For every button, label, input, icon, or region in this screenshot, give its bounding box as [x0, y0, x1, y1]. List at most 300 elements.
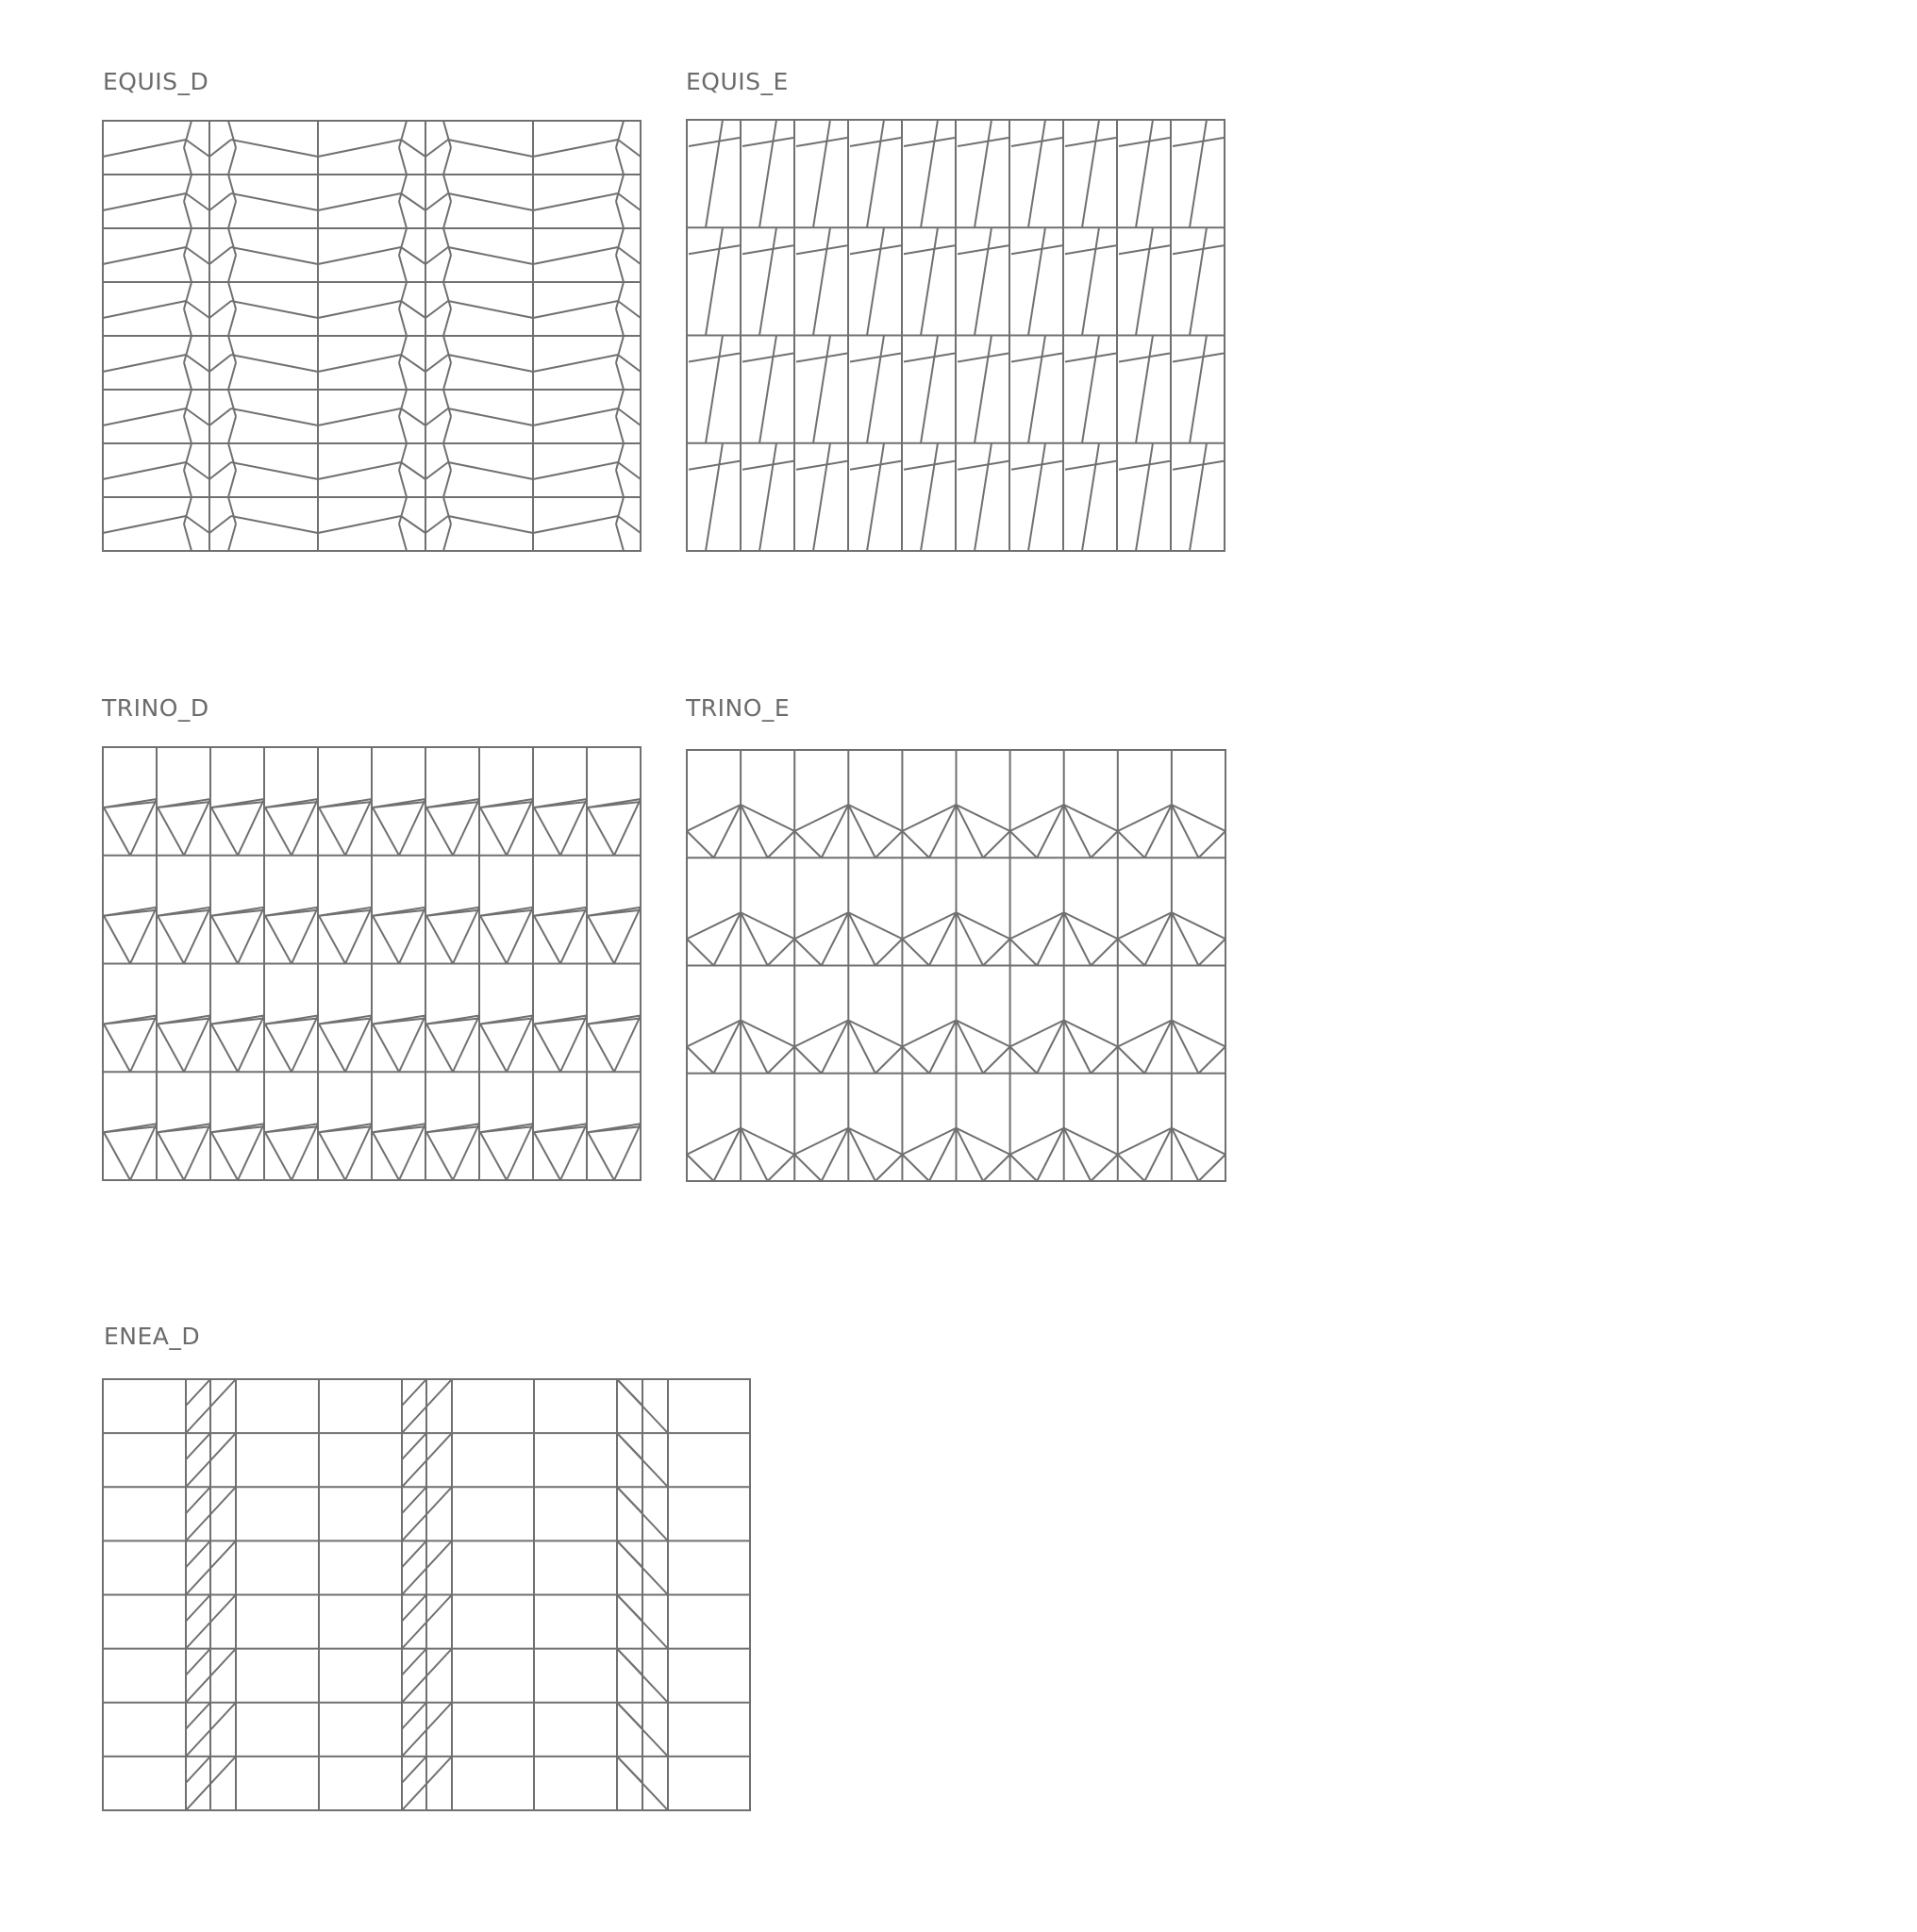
- pattern-line: [794, 831, 822, 858]
- pattern-line: [768, 939, 795, 965]
- pattern-line: [533, 516, 618, 533]
- pattern-line: [902, 1128, 956, 1155]
- pattern-line: [399, 202, 407, 229]
- pattern-line: [238, 799, 264, 856]
- pattern-line: [448, 140, 533, 157]
- pattern-line: [1172, 805, 1225, 831]
- pattern-line: [103, 408, 186, 425]
- pattern-line: [742, 461, 793, 470]
- pattern-line: [453, 908, 479, 964]
- pattern-line: [426, 808, 453, 856]
- pattern-line: [186, 1541, 210, 1567]
- pattern-line: [848, 1021, 902, 1047]
- pattern-line: [211, 808, 238, 856]
- pattern-line: [231, 247, 318, 264]
- pattern-line: [399, 417, 407, 444]
- pattern-line: [921, 443, 938, 551]
- pattern-line: [975, 443, 992, 551]
- pattern-line: [706, 336, 723, 443]
- pattern-line: [794, 805, 848, 831]
- pattern-line: [507, 1124, 533, 1180]
- pattern-line: [373, 916, 399, 964]
- pattern-line: [319, 808, 345, 856]
- pattern-line: [292, 799, 318, 856]
- pattern-line: [130, 1124, 157, 1180]
- pattern-line: [759, 227, 776, 335]
- pattern-line: [1144, 1128, 1172, 1181]
- pattern-line: [616, 148, 624, 175]
- pattern-line: [228, 443, 236, 471]
- pattern-line: [1010, 1155, 1038, 1181]
- pattern-line: [1065, 138, 1116, 146]
- pattern-line: [184, 908, 210, 964]
- pattern-line: [318, 140, 401, 157]
- pattern-line: [401, 462, 425, 479]
- pattern-line: [533, 140, 618, 157]
- pattern-line: [1190, 443, 1207, 551]
- pattern-line: [533, 355, 618, 372]
- pattern-line: [158, 916, 184, 964]
- pattern-line: [265, 916, 292, 964]
- pattern-line: [616, 471, 624, 498]
- pattern-line: [533, 301, 618, 318]
- pattern-line: [689, 354, 740, 362]
- pattern-line: [318, 516, 401, 533]
- pattern-line: [399, 471, 407, 498]
- pattern-line: [848, 805, 902, 831]
- pattern-line: [850, 138, 901, 146]
- pattern-line: [103, 301, 186, 318]
- pattern-line: [228, 309, 236, 337]
- pattern-line: [957, 1021, 984, 1074]
- pattern-line: [618, 408, 641, 425]
- pattern-line: [1065, 245, 1116, 254]
- pattern-line: [480, 808, 507, 856]
- pattern-line: [443, 121, 451, 148]
- pattern-line: [211, 916, 238, 964]
- pattern-line: [975, 227, 992, 335]
- pattern-line: [687, 1155, 714, 1181]
- pattern-line: [618, 301, 641, 318]
- pattern-line: [534, 1024, 560, 1073]
- pattern-line: [399, 363, 407, 391]
- pattern-line: [1010, 831, 1038, 858]
- pattern-line: [1172, 1021, 1199, 1074]
- pattern-line: [588, 916, 614, 964]
- pattern-line: [1028, 227, 1045, 335]
- pattern-line: [209, 462, 231, 479]
- pattern-line: [1037, 805, 1064, 858]
- pattern-line: [1064, 805, 1118, 831]
- pattern-line: [902, 1047, 929, 1074]
- pattern-line: [1198, 939, 1225, 965]
- pattern-line: [265, 1132, 292, 1180]
- pattern-line: [186, 1649, 210, 1675]
- pattern-line: [616, 363, 624, 391]
- pattern-line: [957, 805, 984, 858]
- pattern-line: [813, 336, 830, 443]
- pattern-line: [231, 462, 318, 479]
- pattern-line: [319, 916, 345, 964]
- pattern-line: [902, 805, 956, 831]
- pattern-line: [231, 516, 318, 533]
- pattern-line: [616, 202, 624, 229]
- pattern-line: [345, 908, 372, 964]
- pattern-line: [443, 471, 451, 498]
- pattern-line: [401, 247, 425, 264]
- pattern-line: [588, 808, 614, 856]
- pattern-line: [902, 912, 956, 939]
- pattern-line: [1118, 1021, 1172, 1047]
- pattern-line: [186, 1595, 210, 1622]
- pattern-line: [443, 443, 451, 471]
- pattern-line: [184, 1124, 210, 1180]
- pattern-line: [616, 525, 624, 552]
- pattern-line: [401, 301, 425, 318]
- pattern-line: [402, 1649, 426, 1675]
- pattern-line: [453, 1016, 479, 1073]
- pattern-line: [399, 256, 407, 283]
- pattern-line: [209, 355, 231, 372]
- pattern-line: [741, 1021, 768, 1074]
- pattern-line: [318, 355, 401, 372]
- pattern-line: [425, 193, 448, 210]
- pattern-line: [1118, 912, 1172, 939]
- pattern-line: [1010, 912, 1064, 939]
- pattern-line: [759, 336, 776, 443]
- pattern-line: [186, 462, 209, 479]
- pattern-line: [929, 1128, 957, 1181]
- pattern-line: [1173, 354, 1224, 362]
- pattern-line: [588, 1132, 614, 1180]
- pattern-line: [759, 443, 776, 551]
- pattern-line: [292, 1016, 318, 1073]
- pattern-line: [184, 525, 192, 552]
- pattern-line: [448, 516, 533, 533]
- pattern-line: [318, 301, 401, 318]
- pattern-line: [453, 799, 479, 856]
- pattern-line: [796, 354, 847, 362]
- pattern-line: [443, 497, 451, 525]
- pattern-line: [231, 193, 318, 210]
- pattern-line: [399, 1124, 425, 1180]
- pattern-line: [228, 228, 236, 256]
- pattern-line: [921, 227, 938, 335]
- pattern-line: [822, 805, 849, 858]
- pattern-line: [714, 1021, 742, 1074]
- pattern-line: [1010, 1047, 1038, 1074]
- pattern-line: [1065, 354, 1116, 362]
- pattern-line: [401, 193, 425, 210]
- pattern-line: [1065, 461, 1116, 470]
- pattern-line: [741, 1128, 794, 1155]
- pattern-line: [975, 120, 992, 227]
- pattern-line: [209, 193, 231, 210]
- pattern-line: [1136, 227, 1153, 335]
- pattern-line: [443, 202, 451, 229]
- pattern-line: [958, 245, 1009, 254]
- pattern-line: [848, 912, 875, 965]
- pattern-line: [768, 1047, 795, 1074]
- pattern-line: [1118, 1128, 1172, 1155]
- pattern-line: [958, 461, 1009, 470]
- pattern-line: [741, 805, 794, 831]
- pattern-line: [443, 363, 451, 391]
- pattern-line: [1064, 1021, 1092, 1074]
- pattern-line: [1064, 912, 1092, 965]
- pattern-line: [318, 462, 401, 479]
- pattern-line: [130, 1016, 157, 1073]
- pattern-line: [1172, 1128, 1225, 1155]
- pattern-line: [345, 1016, 372, 1073]
- pattern-line: [902, 831, 929, 858]
- pattern-line: [186, 1487, 210, 1513]
- pattern-line: [848, 805, 875, 858]
- pattern-line: [228, 336, 236, 363]
- pattern-line: [794, 1128, 848, 1155]
- pattern-line: [534, 1132, 560, 1180]
- pattern-line: [533, 408, 618, 425]
- pattern-line: [401, 408, 425, 425]
- pattern-line: [741, 1128, 768, 1181]
- pattern-line: [1118, 939, 1145, 965]
- pattern-line: [706, 443, 723, 551]
- panel-equis-e: [687, 120, 1225, 551]
- pattern-line: [904, 245, 955, 254]
- pattern-line: [186, 1379, 210, 1406]
- pattern-line: [1190, 120, 1207, 227]
- pattern-line: [1011, 245, 1062, 254]
- pattern-line: [822, 1021, 849, 1074]
- pattern-line: [345, 799, 372, 856]
- pattern-line: [921, 120, 938, 227]
- pattern-line: [103, 462, 186, 479]
- pattern-line: [904, 138, 955, 146]
- pattern-line: [186, 247, 209, 264]
- pattern-line: [1144, 1021, 1172, 1074]
- pattern-line: [103, 140, 186, 157]
- pattern-line: [373, 808, 399, 856]
- pattern-line: [402, 1487, 426, 1513]
- pattern-line: [689, 461, 740, 470]
- pattern-line: [399, 148, 407, 175]
- pattern-line: [618, 462, 641, 479]
- pattern-line: [184, 799, 210, 856]
- pattern-line: [480, 1024, 507, 1073]
- pattern-line: [618, 140, 641, 157]
- pattern-line: [1010, 939, 1038, 965]
- pattern-line: [186, 355, 209, 372]
- pattern-line: [616, 417, 624, 444]
- pattern-line: [1144, 805, 1172, 858]
- pattern-line: [228, 390, 236, 417]
- pattern-line: [231, 355, 318, 372]
- pattern-line: [1190, 227, 1207, 335]
- pattern-line: [158, 1024, 184, 1073]
- pattern-line: [103, 247, 186, 264]
- panel-label-enea-d: ENEA_D: [104, 1323, 201, 1350]
- pattern-line: [902, 1021, 956, 1047]
- pattern-line: [957, 1128, 984, 1181]
- pattern-line: [1011, 354, 1062, 362]
- pattern-line: [319, 1132, 345, 1180]
- panel-equis-d: [103, 121, 641, 551]
- pattern-line: [184, 417, 192, 444]
- pattern-line: [443, 390, 451, 417]
- pattern-line: [1091, 1155, 1118, 1181]
- pattern-line: [1011, 138, 1062, 146]
- pattern-line: [1172, 1128, 1199, 1181]
- pattern-line: [184, 471, 192, 498]
- pattern-line: [1173, 245, 1224, 254]
- pattern-line: [402, 1379, 426, 1406]
- pattern-line: [687, 805, 741, 831]
- pattern-line: [813, 227, 830, 335]
- pattern-line: [399, 908, 425, 964]
- pattern-line: [292, 1124, 318, 1180]
- pattern-line: [158, 1132, 184, 1180]
- pattern-line: [794, 939, 822, 965]
- pattern-line: [1091, 1047, 1118, 1074]
- pattern-line: [618, 247, 641, 264]
- pattern-line: [1010, 805, 1064, 831]
- panel-label-trino-e: TRINO_E: [686, 694, 791, 722]
- pattern-line: [399, 525, 407, 552]
- pattern-line: [794, 912, 848, 939]
- pattern-line: [848, 912, 902, 939]
- pattern-line: [186, 1703, 210, 1729]
- pattern-line: [534, 916, 560, 964]
- pattern-line: [848, 1021, 875, 1074]
- pattern-line: [426, 916, 453, 964]
- pattern-line: [402, 1595, 426, 1622]
- pattern-line: [533, 193, 618, 210]
- pattern-line: [1082, 336, 1099, 443]
- pattern-line: [742, 354, 793, 362]
- pattern-line: [1028, 336, 1045, 443]
- pattern-line: [957, 912, 984, 965]
- pattern-line: [209, 516, 231, 533]
- pattern-line: [448, 301, 533, 318]
- pattern-line: [1010, 1021, 1064, 1047]
- pattern-line: [1037, 912, 1064, 965]
- pattern-line: [1190, 336, 1207, 443]
- pattern-line: [533, 462, 618, 479]
- pattern-line: [265, 808, 292, 856]
- pattern-line: [209, 301, 231, 318]
- pattern-line: [1172, 912, 1225, 939]
- pattern-line: [796, 245, 847, 254]
- pattern-line: [616, 309, 624, 337]
- pattern-line: [741, 912, 794, 939]
- pattern-line: [448, 462, 533, 479]
- pattern-line: [822, 912, 849, 965]
- pattern-line: [687, 1128, 741, 1155]
- pattern-line: [443, 525, 451, 552]
- pattern-line: [796, 138, 847, 146]
- pattern-line: [425, 408, 448, 425]
- pattern-line: [228, 497, 236, 525]
- pattern-line: [184, 148, 192, 175]
- pattern-line: [1136, 336, 1153, 443]
- pattern-line: [318, 247, 401, 264]
- pattern-line: [848, 1128, 875, 1181]
- pattern-line: [103, 355, 186, 372]
- pattern-line: [618, 193, 641, 210]
- pattern-line: [448, 247, 533, 264]
- pattern-line: [983, 831, 1010, 858]
- pattern-line: [1136, 120, 1153, 227]
- pattern-line: [1118, 1155, 1145, 1181]
- pattern-line: [1064, 805, 1092, 858]
- panel-label-equis-e: EQUIS_E: [686, 68, 789, 95]
- pattern-line: [186, 408, 209, 425]
- pattern-line: [1119, 245, 1170, 254]
- pattern-line: [507, 1016, 533, 1073]
- pattern-line: [706, 120, 723, 227]
- pattern-line: [1198, 1155, 1225, 1181]
- pattern-line: [614, 799, 641, 856]
- pattern-line: [768, 831, 795, 858]
- pattern-line: [238, 908, 264, 964]
- pattern-line: [186, 1757, 210, 1783]
- pattern-line: [714, 1128, 742, 1181]
- pattern-line: [448, 193, 533, 210]
- pattern-line: [401, 140, 425, 157]
- pattern-line: [714, 912, 742, 965]
- pattern-line: [373, 1132, 399, 1180]
- pattern-line: [1037, 1021, 1064, 1074]
- pattern-line: [425, 247, 448, 264]
- pattern-line: [958, 354, 1009, 362]
- pattern-line: [443, 309, 451, 337]
- pattern-line: [184, 363, 192, 391]
- pattern-line: [443, 228, 451, 256]
- pattern-line: [560, 1016, 587, 1073]
- pattern-line: [402, 1757, 426, 1783]
- pattern-line: [228, 363, 236, 391]
- pattern-line: [850, 354, 901, 362]
- pattern-line: [402, 1433, 426, 1459]
- pattern-line: [265, 1024, 292, 1073]
- pattern-line: [560, 799, 587, 856]
- pattern-line: [687, 912, 741, 939]
- pattern-line: [689, 138, 740, 146]
- pattern-line: [1198, 1047, 1225, 1074]
- pattern-line: [209, 247, 231, 264]
- pattern-line: [741, 912, 768, 965]
- pattern-line: [399, 309, 407, 337]
- pattern-line: [443, 148, 451, 175]
- pattern-line: [231, 301, 318, 318]
- pattern-line: [706, 227, 723, 335]
- pattern-line: [759, 120, 776, 227]
- pattern-line: [1118, 831, 1145, 858]
- pattern-line: [130, 799, 157, 856]
- pattern-line: [850, 245, 901, 254]
- pattern-line: [957, 912, 1010, 939]
- panel-enea-d: [103, 1379, 750, 1810]
- pattern-line: [687, 1047, 714, 1074]
- pattern-line: [850, 461, 901, 470]
- pattern-line: [1119, 461, 1170, 470]
- pattern-line: [1118, 805, 1172, 831]
- pattern-line: [794, 1155, 822, 1181]
- pattern-line: [741, 805, 768, 858]
- pattern-line: [1198, 831, 1225, 858]
- pattern-line: [618, 355, 641, 372]
- panel-trino-e: [687, 750, 1225, 1181]
